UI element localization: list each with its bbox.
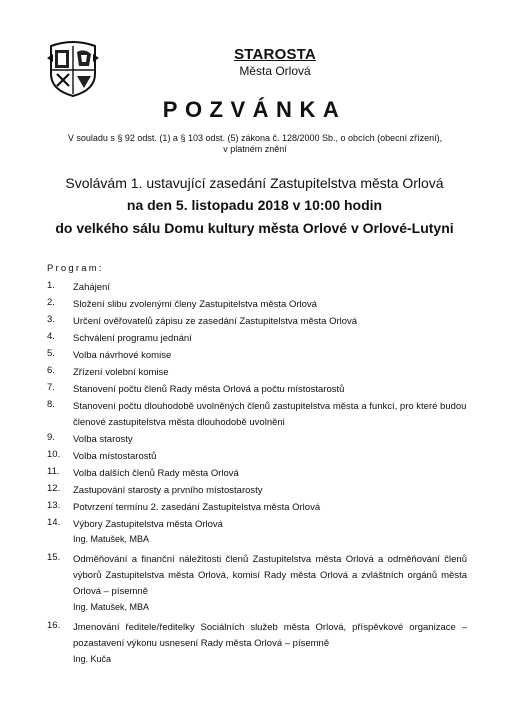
item-number: 9. (47, 432, 55, 443)
item-text: Schválení programu jednání (73, 333, 192, 344)
item-text: Zřízení volební komise (73, 367, 169, 378)
legal-basis-line: V souladu s § 92 odst. (1) a § 103 odst. (5) zákona č. 128/2000 Sb., o obcích (obecní zřízení), (67, 133, 443, 143)
convene-line: Svolávám 1. ustavující zasedání Zastupitelstva města Orlová (65, 175, 444, 191)
item-number: 7. (47, 382, 55, 393)
legal-basis (40, 133, 470, 155)
item-number: 10. (47, 449, 61, 460)
item-number: 13. (47, 500, 61, 511)
item-text: Volba místostarostů (73, 451, 157, 462)
item-number: 5. (47, 348, 55, 359)
office-subtitle: Města Orlová (239, 64, 311, 78)
coat-of-arms-logo (47, 40, 99, 98)
item-text: Stanovení počtu dlouhodobě uvolněných členů zastupitelstva města a funkcí, pro které budou členové zastupitelstva města dlouhodobě uvolněni (73, 401, 467, 428)
meeting-date-line: na den 5. listopadu 2018 v 10:00 hodin (126, 197, 383, 213)
item-text: Výbory Zastupitelstva města Orlová (73, 519, 223, 530)
item-number: 16. (47, 620, 61, 631)
item-text: Volba dalších členů Rady města Orlová (73, 468, 239, 479)
office-title: STAROSTA (234, 46, 316, 63)
item-text: Zahájení (73, 282, 110, 293)
item-text: Jmenování ředitele/ředitelky Sociálních služeb města Orlová, příspěvkové organizace – pozastavení výkonu usnesení Rady města Orlová – písemně (73, 622, 467, 649)
item-text: Určení ověřovatelů zápisu ze zasedání Zastupitelstva města Orlová (73, 316, 358, 327)
item-number: 15. (47, 552, 61, 563)
item-number: 3. (47, 314, 55, 325)
item-text: Odměňování a finanční náležitosti členů Zastupitelstva města Orlová a odměňování členů výborů Zastupitelstva města Orlová, komisí Rady města Orlová a zvláštních orgánů města Orlová – písemně (73, 554, 467, 597)
item-text: Složení slibu zvolenými členy Zastupitelstva města Orlová (73, 299, 317, 310)
meeting-venue-line: do velkého sálu Domu kultury města Orlové v Orlové-Lutyni (55, 220, 454, 236)
program-title: Program: (47, 263, 104, 274)
item-text: Stanovení počtu členů Rady města Orlová a počtu místostarostů (73, 384, 345, 395)
item-number: 4. (47, 331, 55, 342)
item-presenter: Ing. Matušek, MBA (73, 602, 150, 612)
item-text: Zastupování starosty a prvního místostarosty (73, 485, 263, 496)
item-presenter: Ing. Kuča (73, 654, 112, 664)
item-text: Volba starosty (73, 434, 133, 445)
item-number: 12. (47, 483, 61, 494)
legal-basis-line: v platném znění (223, 144, 287, 154)
item-presenter: Ing. Matušek, MBA (73, 534, 150, 544)
item-number: 1. (47, 280, 55, 291)
item-number: 6. (47, 365, 55, 376)
item-text: Volba návrhové komise (73, 350, 172, 361)
item-number: 14. (47, 517, 61, 528)
item-number: 8. (47, 399, 55, 410)
office-header (150, 46, 400, 78)
item-number: 2. (47, 297, 55, 308)
item-number: 11. (47, 466, 60, 477)
document-heading: POZVÁNKA (162, 97, 347, 122)
item-text: Potvrzení termínu 2. zasedání Zastupitelstva města Orlová (73, 502, 321, 513)
